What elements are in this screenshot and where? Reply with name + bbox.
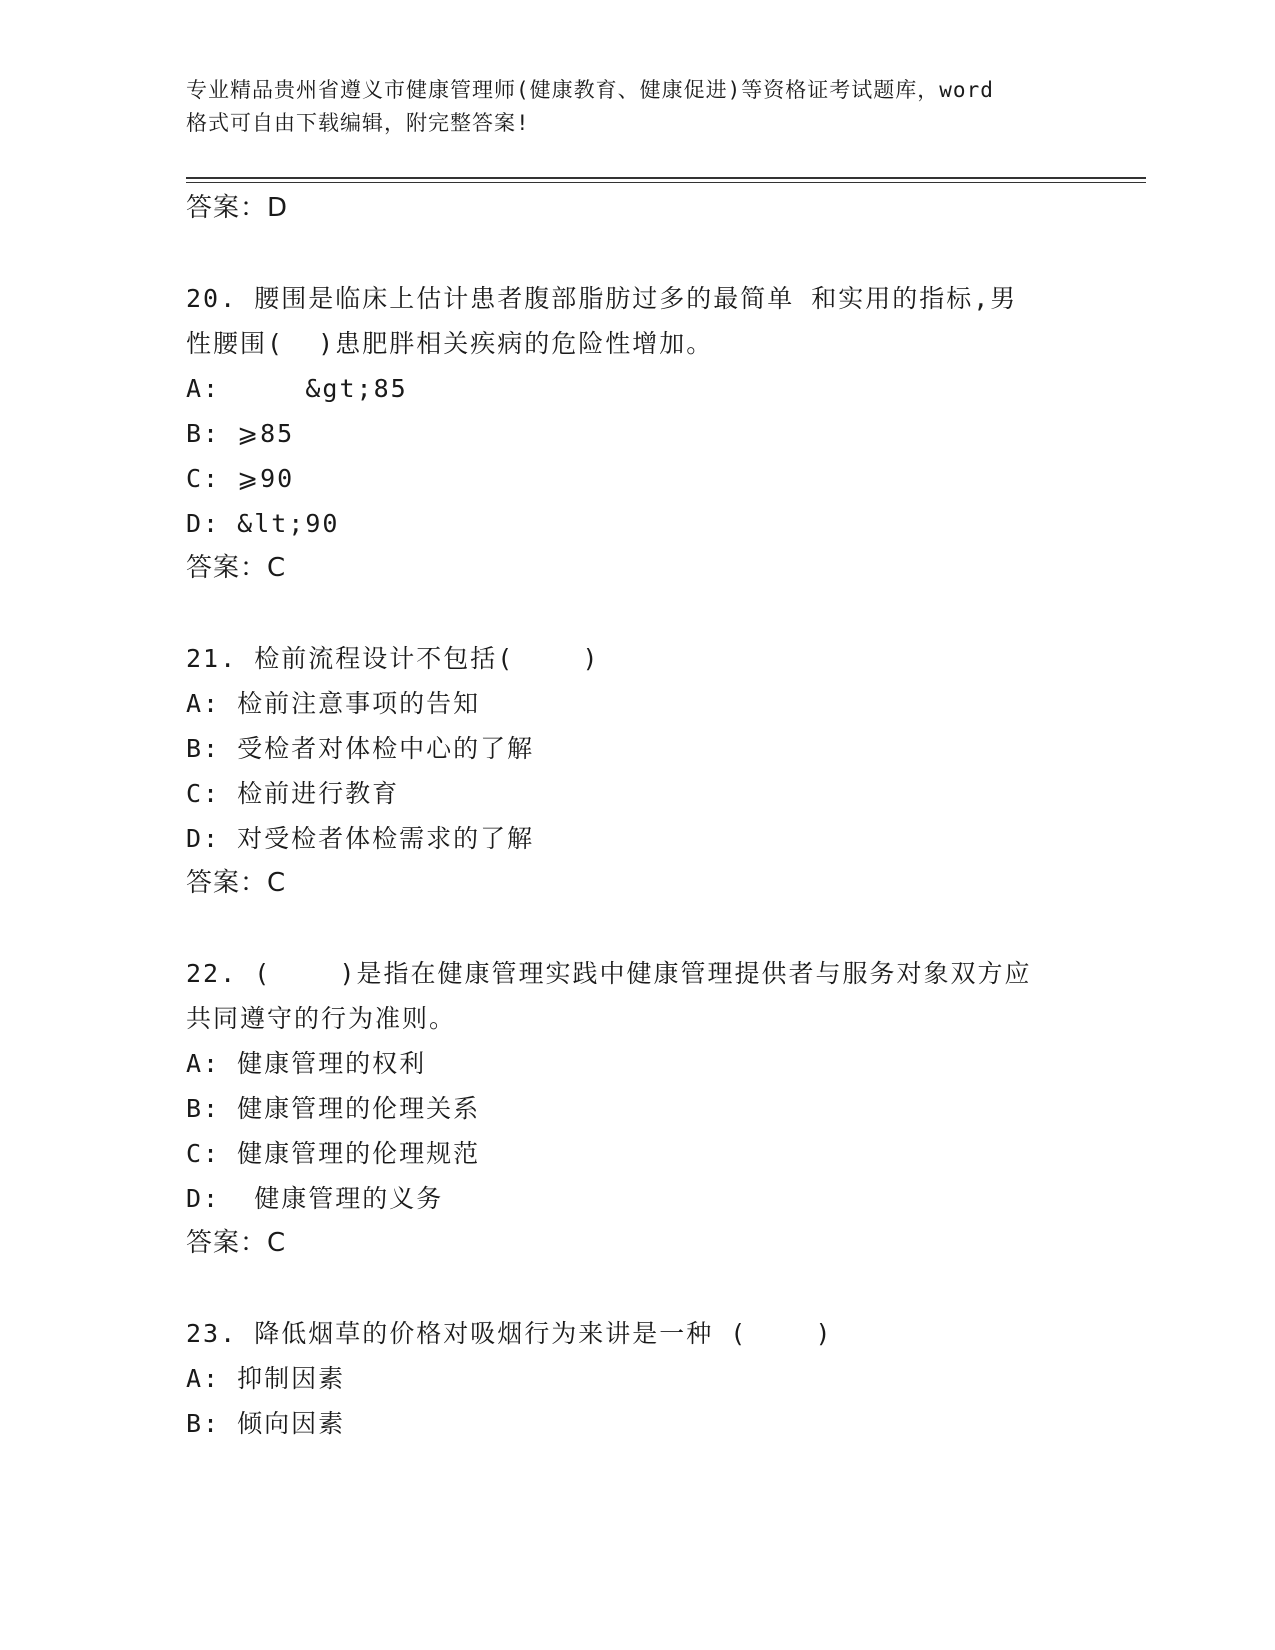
option-c: C: 检前进行教育 bbox=[186, 779, 400, 808]
answer: 答案：C bbox=[186, 553, 287, 583]
question-stem: 共同遵守的行为准则。 bbox=[186, 1004, 457, 1033]
option-a: A: 检前注意事项的告知 bbox=[186, 689, 481, 718]
question-21 bbox=[186, 636, 1116, 906]
header-divider-thin bbox=[186, 182, 1146, 183]
question-22 bbox=[186, 951, 1116, 1266]
question-stem: 23. 降低烟草的价格对吸烟行为来讲是一种 ( ) bbox=[186, 1319, 833, 1348]
page-header bbox=[186, 74, 1086, 140]
option-d: D: 健康管理的义务 bbox=[186, 1184, 444, 1213]
option-b: B: 健康管理的伦理关系 bbox=[186, 1094, 481, 1123]
question-stem: 20. 腰围是临床上估计患者腹部脂肪过多的最简单 和实用的指标,男 bbox=[186, 284, 1018, 313]
question-list bbox=[186, 186, 1116, 1446]
option-b: B: ⩾85 bbox=[186, 419, 295, 448]
question-stem: 21. 检前流程设计不包括( ) bbox=[186, 644, 600, 673]
option-a: A: &gt;85 bbox=[186, 374, 408, 403]
header-line-1: 专业精品贵州省遵义市健康管理师(健康教育、健康促进)等资格证考试题库，word bbox=[186, 78, 994, 102]
answer: 答案：C bbox=[186, 1228, 287, 1258]
option-c: C: 健康管理的伦理规范 bbox=[186, 1139, 481, 1168]
question-20 bbox=[186, 276, 1116, 591]
header-divider-thick bbox=[186, 177, 1146, 179]
option-d: D: &lt;90 bbox=[186, 509, 340, 538]
question-stem: 性腰围( )患肥胖相关疾病的危险性增加。 bbox=[186, 329, 714, 358]
answer-prev: 答案：D bbox=[186, 193, 289, 223]
option-d: D: 对受检者体检需求的了解 bbox=[186, 824, 535, 853]
option-c: C: ⩾90 bbox=[186, 464, 295, 493]
answer: 答案：C bbox=[186, 868, 287, 898]
question-stem: 22. ( )是指在健康管理实践中健康管理提供者与服务对象双方应 bbox=[186, 959, 1032, 988]
option-a: A: 抑制因素 bbox=[186, 1364, 346, 1393]
option-a: A: 健康管理的权利 bbox=[186, 1049, 427, 1078]
question-23 bbox=[186, 1311, 1116, 1446]
option-b: B: 倾向因素 bbox=[186, 1409, 346, 1438]
header-line-2: 格式可自由下载编辑，附完整答案! bbox=[186, 111, 530, 135]
option-b: B: 受检者对体检中心的了解 bbox=[186, 734, 535, 763]
